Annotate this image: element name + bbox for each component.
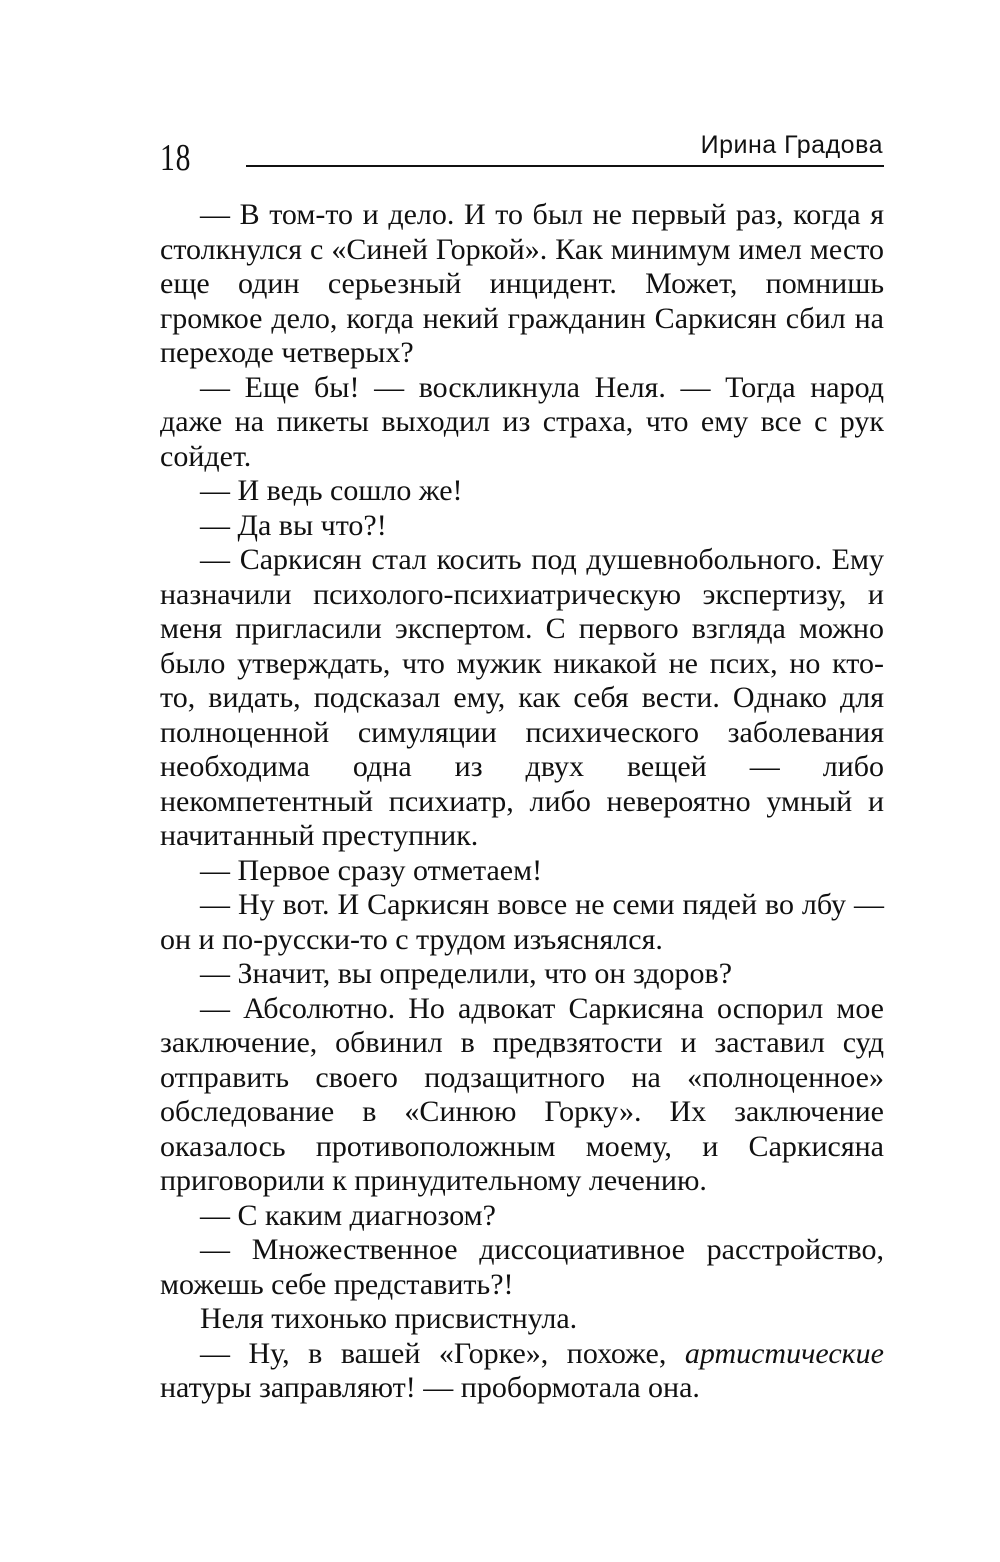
paragraph: — Первое сразу отметаем! bbox=[200, 853, 543, 887]
running-head-author: Ирина Градова bbox=[700, 131, 883, 159]
paragraph: — Саркисян стал косить под душевнобольного. Ему назначили психолого-психиатрическую экспертизу, и меня пригласили экспертом. С первого взгляда можно было утверждать, что мужик никакой не псих, но кто-то, видать, подсказал ему, как себя вести. Однако для полноценной симуляции психического заболевания необходима одна из двух вещей — либо некомпетентный психиатр, либо невероятно умный и начитанный преступник. bbox=[160, 543, 884, 852]
italic-word: артистические bbox=[684, 1336, 884, 1370]
paragraph: — В том-то и дело. И то был не первый раз, когда я столкнулся с «Синей Горкой». Как минимум имел место еще один серьезный инцидент. Может, помнишь громкое дело, когда некий гражданин Саркисян сбил на переходе четверых? bbox=[160, 198, 884, 369]
last-paragraph-start: — Ну, в вашей «Горке», похоже, bbox=[200, 1336, 685, 1370]
text-body bbox=[160, 198, 884, 1406]
paragraph: — Ну вот. И Саркисян вовсе не семи пядей во лбу — он и по-русски-то с трудом изъяснялся. bbox=[160, 888, 884, 956]
last-paragraph bbox=[160, 1337, 884, 1406]
paragraph: — Абсолютно. Но адвокат Саркисяна оспорил мое заключение, обвинил в предвзятости и заставил суд отправить своего подзащитного на «полноценное» обследование в «Синюю Горку». Их заключение оказалось противоположным моему, и Саркисяна приговорили к принудительному лечению. bbox=[160, 991, 884, 1197]
paragraph: Неля тихонько присвистнула. bbox=[200, 1302, 578, 1335]
paragraph: — С каким диагнозом? bbox=[200, 1198, 496, 1232]
paragraph: — Да вы что?! bbox=[200, 508, 387, 542]
paragraph: — Значит, вы определили, что он здоров? bbox=[200, 957, 733, 990]
page-number: 18 bbox=[160, 137, 192, 179]
header-rule bbox=[246, 165, 884, 167]
paragraph: — Множественное диссоциативное расстройство, можешь себе представить?! bbox=[160, 1233, 884, 1301]
paragraph: — Еще бы! — воскликнула Неля. — Тогда народ даже на пикеты выходил из страха, что ему все с рук сойдет. bbox=[160, 370, 884, 473]
paragraph: — И ведь сошло же! bbox=[200, 474, 463, 507]
last-paragraph-end: натуры заправляют! — пробормотала она. bbox=[160, 1371, 700, 1404]
